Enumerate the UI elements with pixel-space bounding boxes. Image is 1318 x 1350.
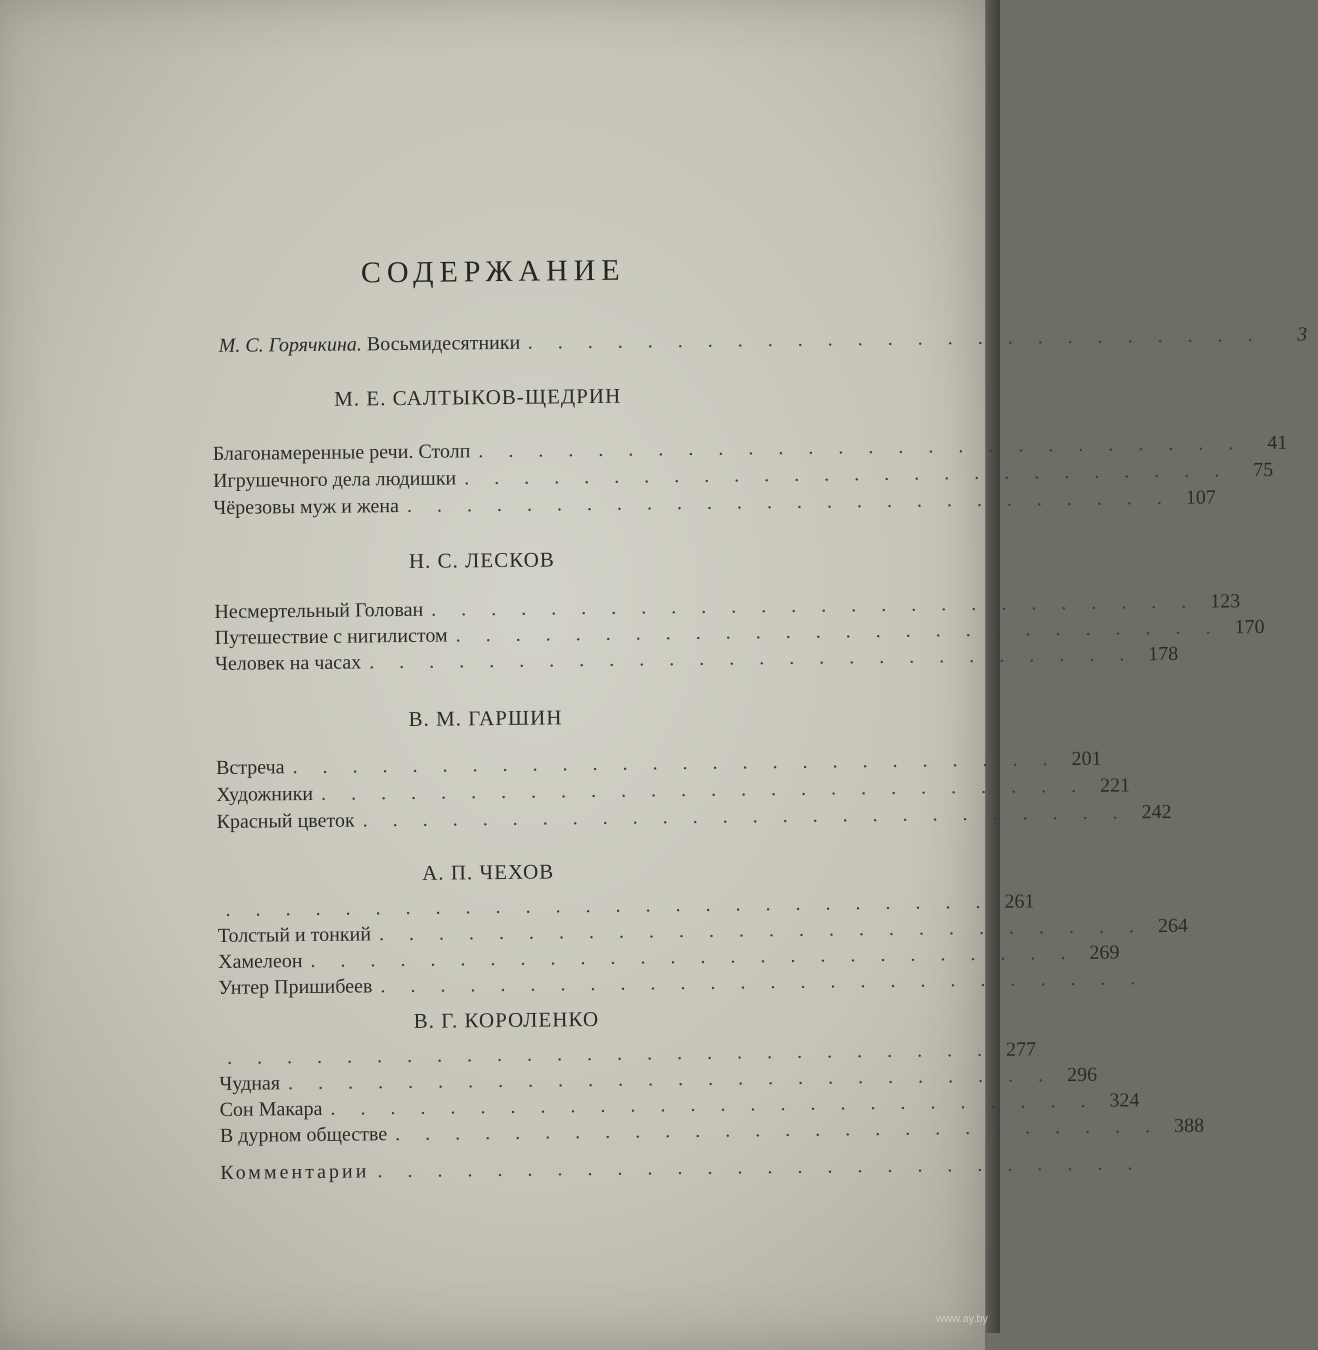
leader-dots: . . . . . . . . . . . . . . . . . . . . . . . . . .	[431, 589, 1196, 623]
page-number: 123	[1202, 588, 1240, 614]
intro-title: Восьмидесятники	[367, 332, 521, 356]
leader-dots: . . . . . . . . . . . . . . . . . . . . . . . . . .	[227, 1037, 992, 1071]
toc-entry-label: Хамелеон	[218, 948, 303, 975]
leader-dots: . . . . . . . . . . . . . . . . . . . . . . . . . .	[288, 1062, 1053, 1096]
page-number: 269	[1081, 940, 1119, 966]
page-number: 324	[1101, 1087, 1139, 1113]
section-author: В. М. ГАРШИН	[408, 705, 562, 732]
intro-author: М. С. Горячкина.	[219, 333, 362, 356]
page-number: 277	[998, 1036, 1036, 1062]
leader-dots: . . . . . . . . . . . . . . . . . . . . . . . . . .	[363, 799, 1128, 833]
toc-entry-label: Унтер Пришибеев	[218, 973, 372, 1001]
page-number: 3	[1269, 322, 1307, 348]
toc-entry-label: Комментарии	[220, 1158, 369, 1186]
toc-entry-label: Сон Макара	[219, 1096, 322, 1123]
toc-entry	[213, 462, 743, 494]
toc-entry-label: Встреча	[216, 754, 285, 781]
toc-entry-label: Художники	[216, 781, 313, 808]
page-number: 261	[996, 888, 1034, 914]
toc-entry	[213, 435, 743, 467]
toc-entry	[213, 489, 743, 521]
toc-entry	[216, 749, 746, 781]
leader-dots: . . . . . . . . . . . . . . . . . . . . . . . . .	[528, 322, 1263, 356]
section-author: А. П. ЧЕХОВ	[422, 859, 554, 885]
toc-entry-label: Толстый и тонкий	[218, 921, 371, 949]
leader-dots: . . . . . . . . . . . . . . . . . . . . . . . . . .	[369, 641, 1134, 675]
leader-dots: . . . . . . . . . . . . . . . . . . . . . . . . . .	[456, 614, 1221, 648]
leader-dots: . . . . . . . . . . . . . . . . . . . . . . . . . .	[395, 1113, 1160, 1147]
page-number: 242	[1133, 799, 1171, 825]
watermark: www.ay.by	[936, 1313, 988, 1325]
leader-dots: . . . . . . . . . . . . . . . . . . . . . . . . . .	[225, 889, 990, 923]
toc-entry-label: Благонамеренные речи. Столп	[213, 438, 471, 467]
section-author: М. Е. САЛТЫКОВ-ЩЕДРИН	[334, 384, 621, 412]
page-number: 107	[1178, 484, 1216, 510]
leader-dots: . . . . . . . . . . . . . . . . . . . . . . . . . .	[380, 965, 1145, 999]
section-author: Н. С. ЛЕСКОВ	[409, 547, 555, 574]
toc-entry	[216, 776, 746, 808]
leader-dots: . . . . . . . . . . . . . . . . . . . . . . . . . .	[330, 1088, 1095, 1122]
toc-entry-label: Красный цветок	[216, 808, 354, 835]
toc-entry-label: Игрушечного дела людишки	[213, 465, 456, 494]
leader-dots: . . . . . . . . . . . . . . . . . . . . . . . . . .	[379, 913, 1144, 947]
toc-entry-label: Чудная	[219, 1070, 280, 1097]
toc-entry	[216, 803, 746, 835]
page-title: СОДЕРЖАНИЕ	[361, 254, 626, 291]
page-number: 221	[1092, 772, 1130, 798]
page-number: 201	[1063, 746, 1101, 772]
page-number: 264	[1150, 913, 1188, 939]
toc-entry-label: Чёрезовы муж и жена	[213, 493, 399, 521]
toc-entry-label: Несмертельный Голован	[214, 597, 423, 625]
leader-dots: . . . . . . . . . . . . . . . . . . . . . . . . . .	[310, 940, 1075, 974]
toc-entry	[215, 645, 745, 677]
toc-entry	[218, 969, 748, 1001]
toc-entry-label: Человек на часах	[215, 649, 362, 677]
leader-dots: . . . . . . . . . . . . . . . . . . . . . . . . . .	[478, 430, 1243, 464]
page-number: 388	[1166, 1113, 1204, 1139]
page-number: 41	[1249, 430, 1287, 456]
page-number: 178	[1140, 641, 1178, 667]
leader-dots: . . . . . . . . . . . . . . . . . . . . . . . . . .	[292, 746, 1057, 780]
toc-entry-commentary	[220, 1154, 750, 1186]
page-number: 296	[1059, 1062, 1097, 1088]
leader-dots: . . . . . . . . . . . . . . . . . . . . . . . . . .	[321, 773, 1086, 807]
section-author: В. Г. КОРОЛЕНКО	[414, 1007, 600, 1034]
leader-dots: . . . . . . . . . . . . . . . . . . . . . . . . . .	[407, 485, 1172, 519]
leader-dots: . . . . . . . . . . . . . . . . . . . . . . . . . .	[377, 1150, 1142, 1184]
toc-entry-label: В дурном обществе	[220, 1121, 388, 1149]
leader-dots: . . . . . . . . . . . . . . . . . . . . . . . . . .	[464, 457, 1229, 491]
page-number: 170	[1226, 614, 1264, 640]
page-number: 75	[1235, 457, 1273, 483]
toc-entry-label: Путешествие с нигилистом	[215, 623, 448, 651]
toc-entry-label	[218, 330, 520, 359]
toc-entry-intro	[218, 327, 752, 359]
toc-entry	[220, 1117, 750, 1149]
